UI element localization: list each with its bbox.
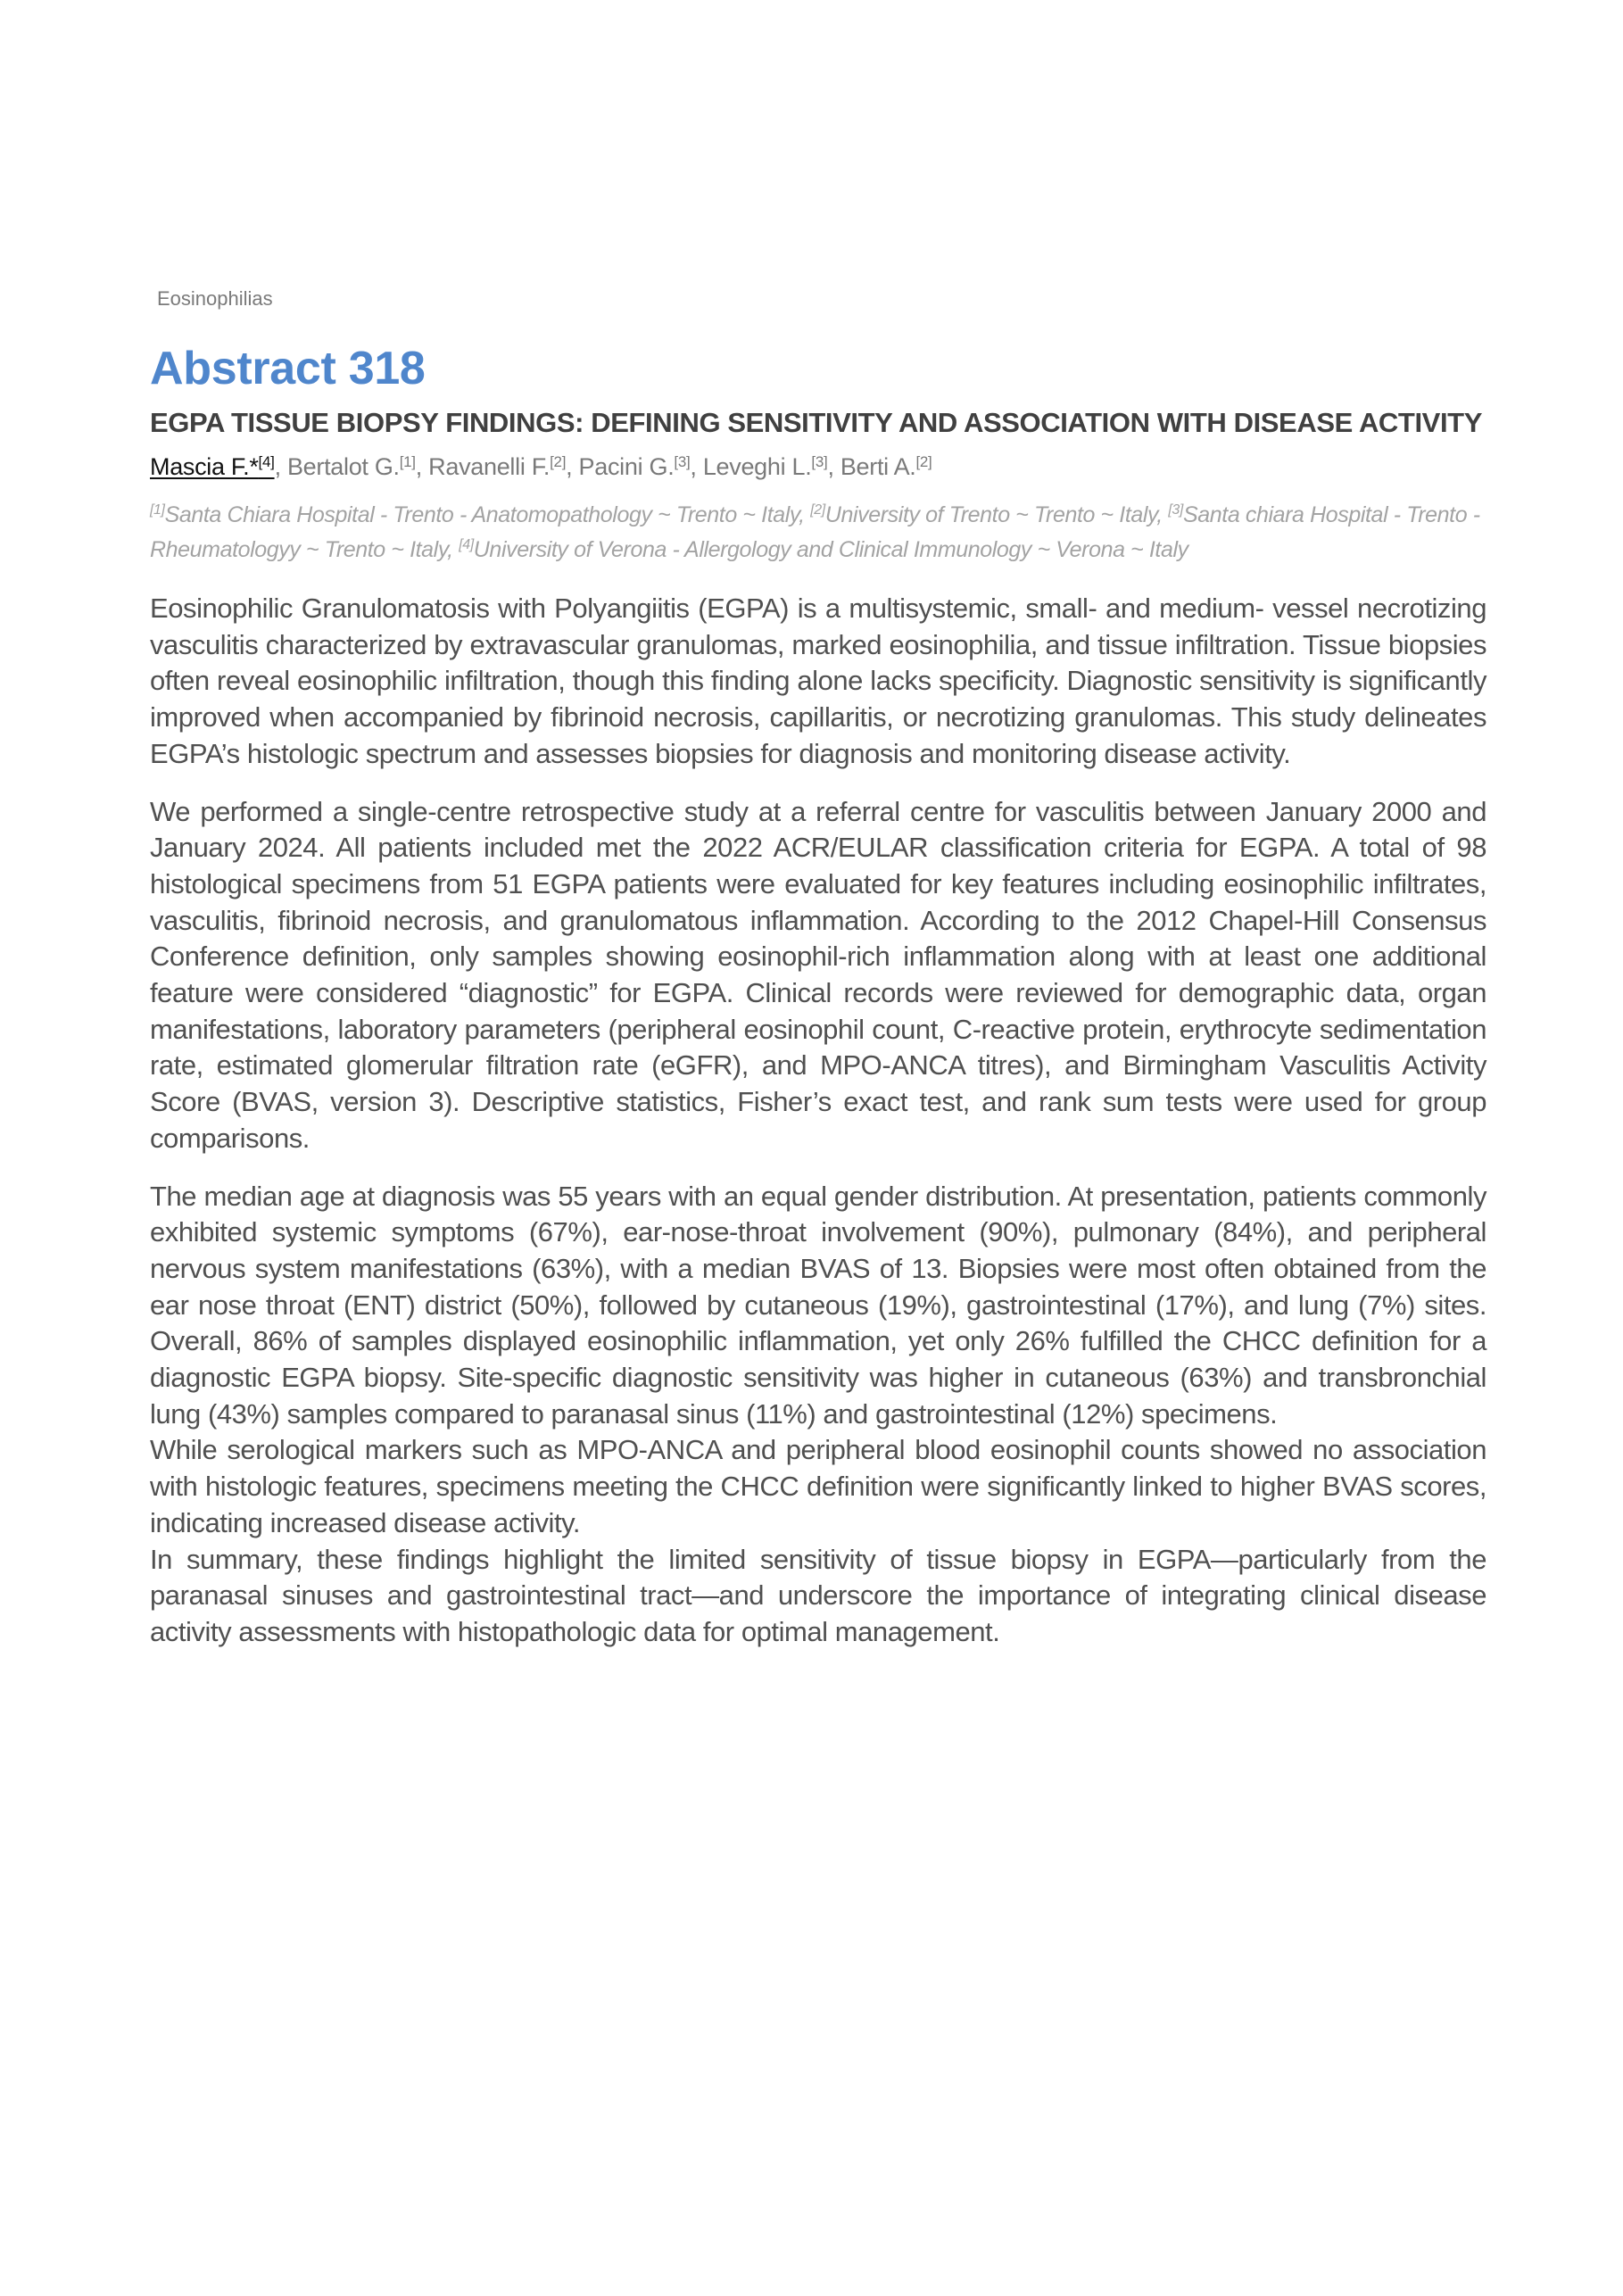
author-name: Berti A.: [840, 453, 916, 480]
author: [579, 453, 691, 480]
affiliation-text: Santa Chiara Hospital - Trento - Anatomopathology ~ Trento ~ Italy,: [164, 502, 811, 527]
author-name: Bertalot G.: [286, 453, 400, 480]
affiliation-list: [150, 498, 1486, 568]
paragraph-text: Eosinophilic Granulomatosis with Polyangiitis (EGPA) is a multisystemic, small- and medium- vessel necrotizing vasculitis characterized by extravascular granulomas, marked eosinophilia, and tissue infiltration. Tissue biopsies often reveal eosinophilic infiltration, though this finding alone lacks specificity. Diagnostic sensitivity is significantly improved when accompanied by fibrinoid necrosis, capillaritis, or necrotizing granulomas. This study delineates EGPA’s histologic spectrum and assesses biopsies for diagnosis and monitoring disease activity.: [150, 593, 1486, 769]
abstract-number-heading: Abstract 318: [150, 343, 426, 394]
author-name: Ravanelli F.: [428, 453, 551, 480]
author-affiliation-ref: [2]: [550, 453, 567, 470]
category-label: Eosinophilias: [157, 287, 273, 310]
paragraph-text: The median age at diagnosis was 55 years with an equal gender distribution. At presentation, patients commonly exhibited systemic symptoms (67%), ear-nose-throat involvement (90%), pulmonary (84%), and peripheral nervous system manifestations (63%), with a median BVAS of 13. Biopsies were most often obtained from the ear nose throat (ENT) district (50%), followed by cutaneous (19%), gastrointestinal (17%), and lung (7%) sites. Overall, 86% of samples displayed eosinophilic inflammation, yet only 26% fulfilled the CHCC definition for a diagnostic EGPA biopsy. Site-specific diagnostic sensitivity was higher in cutaneous (63%) and transbronchial lung (43%) samples compared to paranasal sinus (11%) and gastrointestinal (12%) specimens.: [150, 1180, 1486, 1430]
author-name: Leveghi L.: [702, 453, 812, 480]
author-affiliation-ref: [1]: [399, 453, 416, 470]
paper-title: EGPA TISSUE BIOPSY FINDINGS: DEFINING SENSITIVITY AND ASSOCIATION WITH DISEASE ACTIVITY: [150, 407, 1482, 438]
paragraph-text: We performed a single-centre retrospective study at a referral centre for vasculitis between January 2000 and January 2024. All patients included met the 2022 ACR/EULAR classification criteria for EGPA. A total of 98 histological specimens from 51 EGPA patients were evaluated for key features including eosinophilic infiltrates, vasculitis, fibrinoid necrosis, and granulomatous inflammation. According to the 2012 Chapel-Hill Consensus Conference definition, only samples showing eosinophil-rich inflammation along with at least one additional feature were considered “diagnostic” for EGPA. Clinical records were reviewed for demographic data, organ manifestations, laboratory parameters (peripheral eosinophil count, C-reactive protein, erythrocyte sedimentation rate, estimated glomerular filtration rate (eGFR), and MPO-ANCA titres), and Birmingham Vasculitis Activity Score (BVAS, version 3). Descriptive statistics, Fisher’s exact test, and rank sum tests were used for group comparisons.: [150, 795, 1486, 1154]
author: [840, 453, 932, 480]
affiliation-text: Santa chiara Hospital - Trento - Rheumatologyy ~ Trento ~ Italy,: [150, 502, 1480, 562]
author-affiliation-ref: [3]: [811, 453, 828, 470]
paragraph-text: In summary, these findings highlight the limited sensitivity of tissue biopsy in EGPA—particularly from the paranasal sinuses and gastrointestinal tract—and underscore the importance of integrating clinical disease activity assessments with histopathologic data for optimal management.: [150, 1543, 1486, 1647]
affiliation-ref: [1]: [150, 502, 165, 518]
author: [428, 453, 566, 480]
affiliation-text: University of Verona - Allergology and Clinical Immunology ~ Verona ~ Italy: [473, 537, 1188, 562]
author-presenting[interactable]: [150, 453, 275, 480]
abstract-page: [150, 286, 1486, 1672]
author: [287, 453, 416, 480]
paragraph-background: [150, 591, 1486, 773]
affiliation-text: University of Trento ~ Trento ~ Italy,: [824, 502, 1169, 527]
affiliation-ref: [3]: [1168, 502, 1183, 518]
author: [703, 453, 828, 480]
author-list: Mascia F.*[4], Bertalot G.[1], Ravanelli F.[2], Pacini G.[3], Leveghi L.[3], Berti A.[2]: [150, 453, 932, 480]
author-affiliation-ref: [4]: [258, 453, 275, 470]
author-name: Mascia F.*: [150, 453, 259, 480]
paragraph-methods: [150, 794, 1486, 1157]
affiliation-ref: [4]: [459, 537, 474, 552]
paragraph-text: While serological markers such as MPO-ANCA and peripheral blood eosinophil counts showed no association with histologic features, specimens meeting the CHCC definition were significantly linked to higher BVAS scores, indicating increased disease activity.: [150, 1434, 1486, 1538]
author-name: Pacini G.: [578, 453, 675, 480]
affiliation-ref: [2]: [810, 502, 825, 518]
abstract-body: [150, 591, 1486, 1651]
author-affiliation-ref: [3]: [674, 453, 691, 470]
paragraph-results: [150, 1179, 1486, 1651]
author-affiliation-ref: [2]: [915, 453, 932, 470]
